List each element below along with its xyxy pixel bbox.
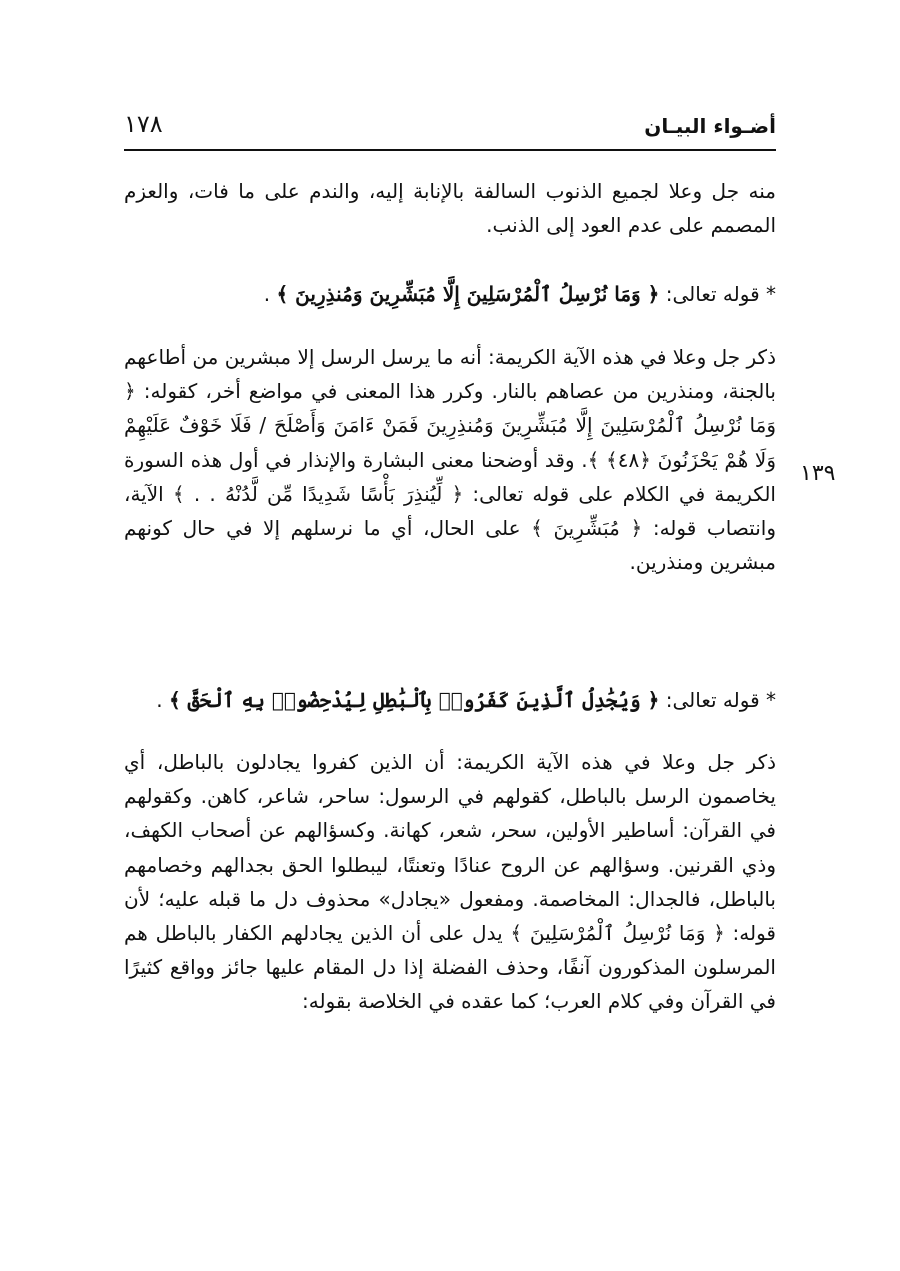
verse-heading (124, 683, 776, 717)
paragraph: منه جل وعلا لجميع الذنوب السالفة بالإنابة إليه، والندم على ما فات، والعزم المصمم على عدم العود إلى الذنب. (124, 179, 776, 238)
paragraph: ذكر جل وعلا في هذه الآية الكريمة: أن الذين كفروا يجادلون بالباطل، أي يخاصمون الرسل بالباطل، كقولهم في الرسول: ساحر، شاعر، كاهن. وكقولهم في القرآن: أساطير الأولين، سحر، شعر، كهانة. وكسؤالهم عن أصحاب الكهف، وذي القرنين. وسؤالهم عن الروح عنادًا وتعنتًا، ليبطلوا الحق بجدالهم وخصامهم بالباطل، فالجدال: المخاصمة. ومفعول «يجادل» محذوف دل ما قبله عليه؛ لأن قوله: ﴿ وَمَا نُرْسِلُ ٱلْمُرْسَلِينَ ﴾ يدل على أن الذين يجادلهم الكفار بالباطل هم المرسلون المذكورون آنفًا، وحذف الفضلة إذا دل المقام عليها جائز وواقع كثيرًا في القرآن وفي كلام العرب؛ كما عقده في الخلاصة بقوله: (124, 750, 776, 1014)
verse-end-mark: . (263, 282, 271, 306)
verse-end-mark: . (156, 688, 163, 712)
quran-ayah: ﴿ وَمَا نُرْسِلُ ٱلْمُرْسَلِينَ إِلَّا مُبَشِّرِينَ وَمُنذِرِينَ ﴾ (276, 282, 660, 306)
verse-intro: * قوله تعالى: (665, 282, 776, 306)
margin-page-reference: ١٣٩ (800, 461, 836, 486)
quran-ayah: ﴿ وَيُجَٰدِلُ ٱلَّذِينَ كَفَرُوا۟ بِٱلْبَٰطِلِ لِيُدْحِضُوا۟ بِهِ ٱلْحَقَّ ﴾ (168, 688, 660, 712)
header-divider (124, 149, 776, 151)
verse-intro: * قوله تعالى: (665, 688, 776, 712)
paragraph: ذكر جل وعلا في هذه الآية الكريمة: أنه ما يرسل الرسل إلا مبشرين من أطاعهم بالجنة، ومنذرين من عصاهم بالنار. وكرر هذا المعنى في مواضع أخر، كقوله: ﴿ وَمَا نُرْسِلُ ٱلْمُرْسَلِينَ إِلَّا مُبَشِّرِينَ وَمُنذِرِينَ فَمَنْ ءَامَنَ وَأَصْلَحَ / فَلَا خَوْفٌ عَلَيْهِمْ وَلَا هُمْ يَحْزَنُونَ ﴿٤٨﴾ ﴾. وقد أوضحنا معنى البشارة والإنذار في أول هذه السورة الكريمة في الكلام على قوله تعالى: ﴿ لِّيُنذِرَ بَأْسًا شَدِيدًا مِّن لَّدُنْهُ . . ﴾ الآية، وانتصاب قوله: ﴿ مُبَشِّرِينَ ﴾ على الحال، أي ما نرسلهم إلا في حال كونهم مبشرين ومنذرين. (124, 345, 776, 575)
page-number: ١٧٨ (124, 110, 163, 138)
verse-heading (124, 277, 776, 311)
book-title: أضـواء البيـان (644, 114, 776, 138)
page-header (124, 110, 776, 146)
